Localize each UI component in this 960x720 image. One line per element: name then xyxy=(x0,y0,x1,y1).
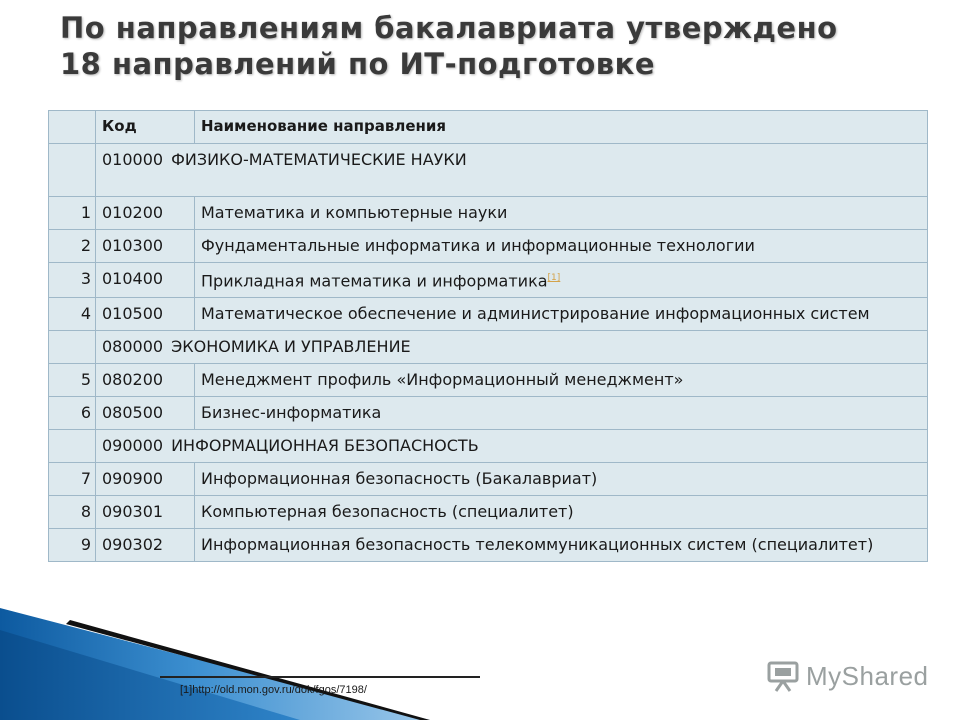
direction-name-text: Компьютерная безопасность (специалитет) xyxy=(201,502,574,522)
table-row xyxy=(49,230,928,263)
direction-name xyxy=(195,230,928,263)
direction-name xyxy=(195,529,928,562)
title-line-1: По направлениям бакалавриата утверждено xyxy=(60,11,838,45)
watermark xyxy=(766,656,929,696)
direction-name-text: Информационная безопасность телекоммуникационных систем (специалитет) xyxy=(201,535,874,555)
table-row xyxy=(49,529,928,562)
row-number: 6 xyxy=(49,397,96,430)
row-number xyxy=(49,144,96,197)
direction-name xyxy=(195,298,928,331)
direction-name xyxy=(195,496,928,529)
direction-code: 090900 xyxy=(96,463,195,496)
directions-table xyxy=(48,110,928,562)
title-line-2: 18 направлений по ИТ-подготовке xyxy=(60,47,655,81)
direction-name-text: Информационная безопасность (Бакалавриат) xyxy=(201,469,598,489)
table-row xyxy=(49,364,928,397)
table-row xyxy=(49,197,928,230)
direction-name xyxy=(195,197,928,230)
row-number xyxy=(49,331,96,364)
row-number: 9 xyxy=(49,529,96,562)
direction-code: 080500 xyxy=(96,397,195,430)
direction-name xyxy=(195,364,928,397)
row-number xyxy=(49,430,96,463)
direction-name xyxy=(195,263,928,298)
row-number: 2 xyxy=(49,230,96,263)
direction-name xyxy=(195,397,928,430)
direction-code: 010400 xyxy=(96,263,195,298)
row-number: 3 xyxy=(49,263,96,298)
group-row xyxy=(49,331,928,364)
group-name: ФИЗИКО-МАТЕМАТИЧЕСКИЕ НАУКИ xyxy=(171,150,467,169)
table-row xyxy=(49,397,928,430)
slide-title xyxy=(60,10,920,82)
footnote-link[interactable]: [1] xyxy=(547,273,561,283)
table-row xyxy=(49,263,928,298)
group-cell xyxy=(96,144,928,197)
table-header-row xyxy=(49,111,928,144)
row-number: 5 xyxy=(49,364,96,397)
direction-code: 010300 xyxy=(96,230,195,263)
direction-name-text: Математическое обеспечение и администрирование информационных систем xyxy=(201,304,870,324)
table-row xyxy=(49,496,928,529)
header-code: Код xyxy=(96,111,195,144)
direction-name-text: Прикладная математика и информатика xyxy=(201,271,548,291)
footnote-divider xyxy=(160,676,480,678)
row-number: 7 xyxy=(49,463,96,496)
direction-name-text: Фундаментальные информатика и информационные технологии xyxy=(201,236,755,255)
direction-name-text: Менеджмент профиль «Информационный менеджмент» xyxy=(201,370,684,390)
group-name: ИНФОРМАЦИОННАЯ БЕЗОПАСНОСТЬ xyxy=(171,436,479,456)
header-name: Наименование направления xyxy=(195,111,928,144)
group-cell xyxy=(96,430,928,463)
direction-code: 010500 xyxy=(96,298,195,331)
decorative-wedge xyxy=(0,590,480,720)
header-num xyxy=(49,111,96,144)
direction-name-text: Бизнес-информатика xyxy=(201,403,382,423)
group-cell xyxy=(96,331,928,364)
group-code: 010000 xyxy=(102,150,164,169)
group-row xyxy=(49,430,928,463)
presentation-icon xyxy=(766,659,800,693)
row-number: 4 xyxy=(49,298,96,331)
direction-code: 090301 xyxy=(96,496,195,529)
watermark-text: MyShared xyxy=(806,660,929,691)
source-footnote: [1]http://old.mon.gov.ru/dok/fgos/7198/ xyxy=(180,684,367,696)
direction-code: 080200 xyxy=(96,364,195,397)
direction-code: 090302 xyxy=(96,529,195,562)
table-row xyxy=(49,463,928,496)
table-row xyxy=(49,298,928,331)
row-number: 1 xyxy=(49,197,96,230)
group-code: 080000 xyxy=(102,337,164,357)
group-row xyxy=(49,144,928,197)
group-name: ЭКОНОМИКА И УПРАВЛЕНИЕ xyxy=(171,337,411,357)
direction-name-text: Математика и компьютерные науки xyxy=(201,203,508,222)
direction-code: 010200 xyxy=(96,197,195,230)
row-number: 8 xyxy=(49,496,96,529)
group-code: 090000 xyxy=(102,436,164,456)
direction-name xyxy=(195,463,928,496)
